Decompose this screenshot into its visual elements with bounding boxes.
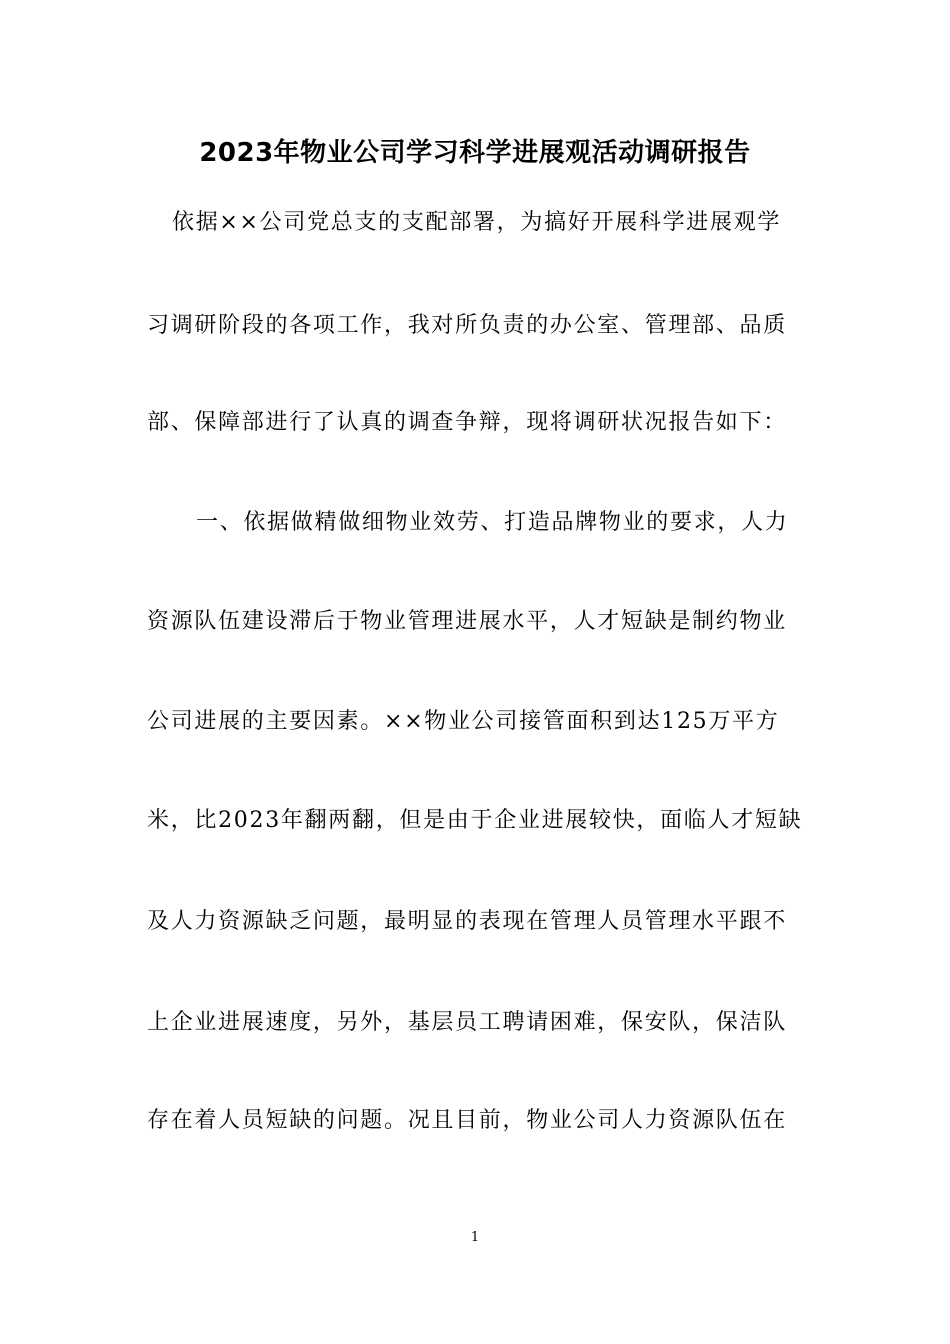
paragraph-2-line-6: 上企业进展速度，另外，基层员工聘请困难，保安队，保洁队 bbox=[147, 1010, 787, 1035]
paragraph-2-line-7: 存在着人员短缺的问题。况且目前，物业公司人力资源队伍在 bbox=[147, 1108, 787, 1133]
document-title: 2023年物业公司学习科学进展观活动调研报告 bbox=[199, 138, 751, 168]
paragraph-1-line-2: 习调研阶段的各项工作，我对所负责的办公室、管理部、品质 bbox=[147, 313, 787, 338]
paragraph-2-line-2: 资源队伍建设滞后于物业管理进展水平，人才短缺是制约物业 bbox=[147, 609, 787, 634]
paragraph-1-line-3: 部、保障部进行了认真的调查争辩，现将调研状况报告如下： bbox=[147, 410, 787, 435]
page-number: 1 bbox=[470, 1230, 480, 1245]
paragraph-2-line-4: 米，比2023年翻两翻，但是由于企业进展较快，面临人才短缺 bbox=[147, 808, 803, 833]
paragraph-2-line-1: 一、依据做精做细物业效劳、打造品牌物业的要求，人力 bbox=[196, 510, 789, 535]
paragraph-1-line-1: 依据××公司党总支的支配部署，为搞好开展科学进展观学 bbox=[172, 210, 782, 235]
paragraph-2-line-5: 及人力资源缺乏问题，最明显的表现在管理人员管理水平跟不 bbox=[147, 909, 787, 934]
paragraph-2-line-3: 公司进展的主要因素。××物业公司接管面积到达125万平方 bbox=[147, 709, 780, 734]
